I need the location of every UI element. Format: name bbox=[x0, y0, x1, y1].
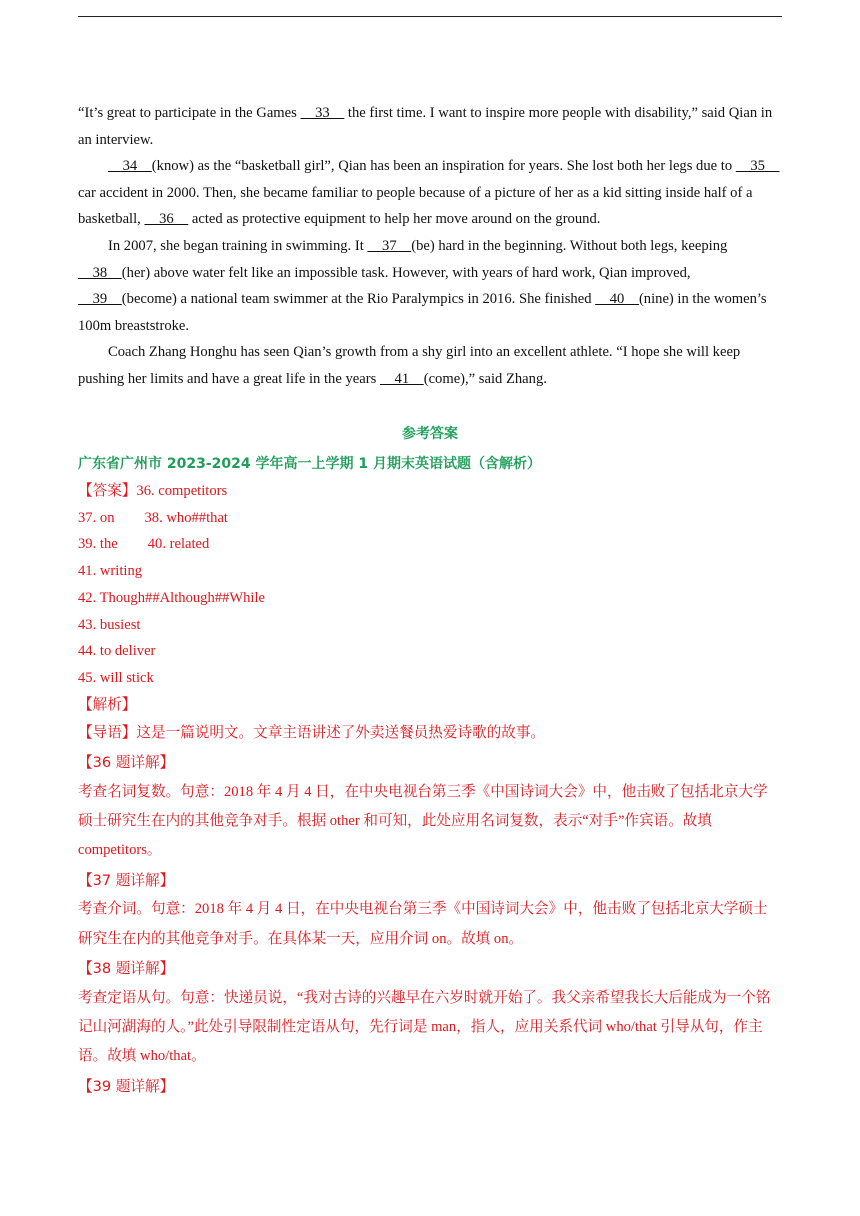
answer-40: 40. related bbox=[147, 536, 210, 553]
text: acted as protective equipment to help her move around on the ground. bbox=[188, 211, 601, 228]
cloze-passage bbox=[78, 100, 782, 393]
answer-key-heading: 参考答案 bbox=[402, 426, 458, 442]
header-rule bbox=[78, 16, 782, 17]
answer-42: 42. Though##Although##While bbox=[78, 589, 266, 606]
text: In 2007, she began training in swimming. It bbox=[108, 237, 368, 254]
text: (know) as the “basketball girl”, Qian has been an inspiration for years. She lost both her legs due to bbox=[151, 158, 736, 175]
q38-explanation: 考查定语从句。句意：快递员说，“我对古诗的兴趣早在六岁时就开始了。我父亲希望我长大后能成为一个铭记山河湖海的人。”此处引导限制性定语从句，先行词是 man，指人，应用关系代词 who/that 引导从句，作主语。故填 who/that。 bbox=[78, 989, 771, 1065]
blank-33: 33 bbox=[300, 105, 345, 121]
text: (her) above water felt like an impossible task. However, with years of hard work, Qian improved, bbox=[121, 264, 691, 281]
blank-37: 37 bbox=[367, 237, 412, 254]
text: “It’s great to participate in the Games bbox=[78, 105, 301, 121]
source-title: 广东省广州市 2023-2024 学年高一上学期 1 月期末英语试题（含解析） bbox=[78, 456, 541, 472]
analysis-tag: 【解析】 bbox=[78, 695, 137, 713]
answer-45: 45. will stick bbox=[78, 669, 154, 686]
q38-heading: 【38 题详解】 bbox=[78, 959, 175, 977]
text: (come),” said Zhang. bbox=[423, 370, 547, 387]
answer-tag: 【答案】 bbox=[78, 482, 137, 499]
text: (become) a national team swimmer at the Rio Paralympics in 2016. She finished bbox=[121, 291, 596, 308]
answer-36: 36. competitors bbox=[136, 483, 228, 499]
intro-line bbox=[78, 718, 782, 748]
blank-36: 36 bbox=[144, 211, 189, 228]
answer-43: 43. busiest bbox=[78, 616, 141, 633]
answer-39: 39. the bbox=[78, 536, 118, 553]
text: car accident in 2000. Then, she became familiar to people because of a picture of her as a kid sitting inside half of a basketball, bbox=[78, 184, 753, 228]
blank-40: 40 bbox=[595, 291, 639, 308]
text: Coach Zhang Honghu has seen Qian’s growth from a shy girl into an excellent athlete. “I hope she will keep pushing her limits and have a great life in the years bbox=[78, 344, 741, 387]
answer-44: 44. to deliver bbox=[78, 643, 156, 660]
q36-explanation: 考查名词复数。句意：2018 年 4 月 4 日，在中央电视台第三季《中国诗词大会》中，他击败了包括北京大学硕士研究生在内的其他竞争对手。根据 other 和可知，此处应用名词复数，表示“对手”作宾语。故填 competitors。 bbox=[78, 783, 768, 859]
blank-41: 41 bbox=[379, 370, 424, 387]
intro-tag: 【导语】 bbox=[78, 724, 137, 742]
text: (nine) in the women’s 100m breaststroke. bbox=[78, 291, 767, 334]
blank-35: 35 bbox=[735, 158, 780, 175]
paragraph-3 bbox=[78, 233, 782, 339]
paragraph-1 bbox=[78, 100, 782, 153]
answer-line-3 bbox=[78, 531, 782, 558]
blank-38: 38 bbox=[78, 264, 122, 281]
answer-section bbox=[78, 450, 782, 1101]
q37-heading: 【37 题详解】 bbox=[78, 871, 175, 889]
answer-line-2 bbox=[78, 505, 782, 532]
answer-38: 38. who##that bbox=[144, 509, 228, 526]
paragraph-4 bbox=[78, 339, 782, 392]
blank-34: 34 bbox=[108, 158, 152, 175]
intro-text: 这是一篇说明文。文章主语讲述了外卖送餐员热爱诗歌的故事。 bbox=[136, 724, 546, 742]
answer-37: 37. on bbox=[78, 509, 115, 526]
answer-line-1 bbox=[78, 478, 782, 505]
q36-heading: 【36 题详解】 bbox=[78, 754, 175, 772]
q37-explanation: 考查介词。句意：2018 年 4 月 4 日，在中央电视台第三季《中国诗词大会》中，他击败了包括北京大学硕士研究生在内的其他竞争对手。在具体某一天，应用介词 on。故填 on。 bbox=[78, 901, 768, 947]
paragraph-2 bbox=[78, 153, 782, 233]
text: the first time. I want to inspire more people with disability,” said Qian in an interview. bbox=[78, 105, 773, 148]
answer-41: 41. writing bbox=[78, 563, 143, 580]
blank-39: 39 bbox=[78, 291, 122, 308]
q39-heading: 【39 题详解】 bbox=[78, 1077, 175, 1095]
text: (be) hard in the beginning. Without both legs, keeping bbox=[411, 237, 728, 254]
